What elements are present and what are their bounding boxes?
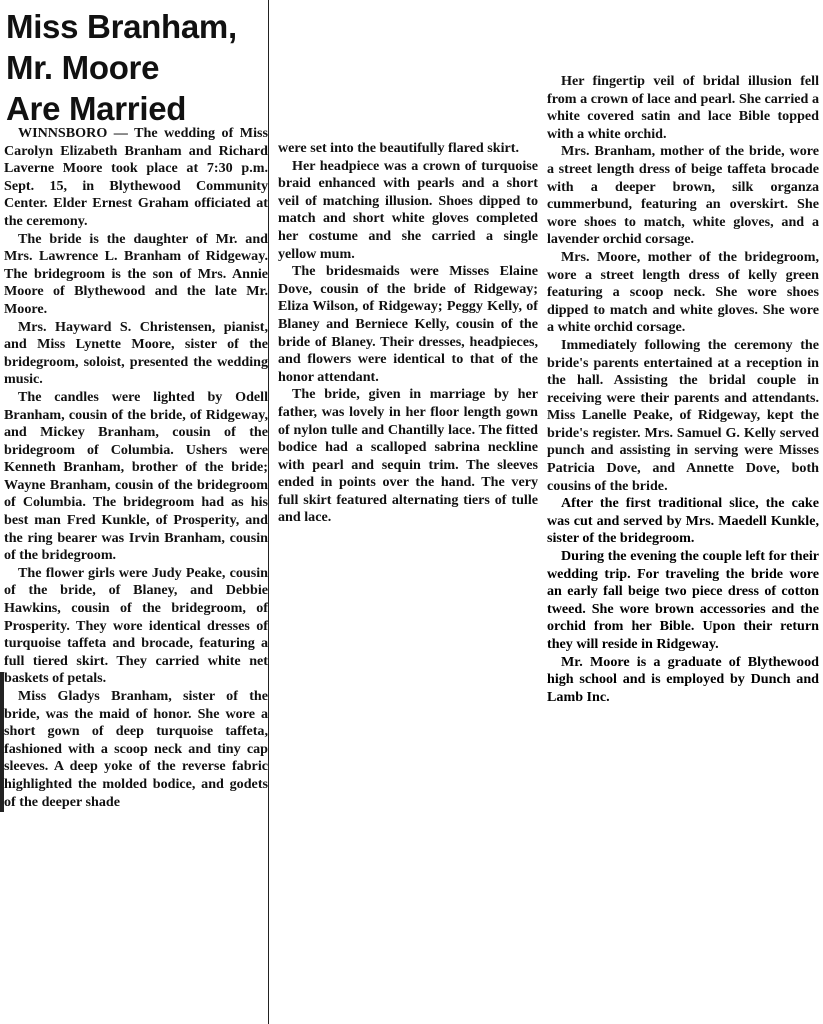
- article-column-1: [4, 125, 268, 811]
- paragraph: Her fingertip veil of bridal illusion fell from a crown of lace and pearl. She carried a white covered satin and lace Bible topped with a white orchid.: [547, 73, 819, 142]
- headline-line-1: Miss Branham,: [6, 8, 237, 45]
- paragraph: Mrs. Hayward S. Christensen, pianist, and Miss Lynette Moore, sister of the bridegroom, soloist, presented the wedding music.: [4, 318, 268, 388]
- paragraph: Mr. Moore is a graduate of Blythewood high school and is employed by Dunch and Lamb Inc.: [547, 653, 819, 705]
- column-rule: [268, 0, 269, 1024]
- paragraph: After the first traditional slice, the cake was cut and served by Mrs. Maedell Kunkle, sister of the bridegroom.: [547, 495, 819, 547]
- headline-line-3: Are Married: [6, 90, 187, 127]
- paragraph: The candles were lighted by Odell Branham, cousin of the bride, of Ridgeway, and Mickey Branham, cousin of the bridegroom of Columbia. Ushers were Kenneth Branham, brother of the bride; Wayne Branham, cousin of the bridegroom of Columbia. The bridegroom had as his best man Fred Kunkle, of Prosperity, and the ring bearer was Irvin Branham, cousin of the bridegroom.: [4, 388, 268, 564]
- headline-line-2: Mr. Moore: [6, 49, 160, 86]
- paragraph: Her headpiece was a crown of turquoise braid enhanced with pearls and a short veil of matching illusion. Shoes dipped to match and short white gloves completed her costume and she carried a single yellow mum.: [278, 157, 538, 262]
- paragraph: The bridesmaids were Misses Elaine Dove, cousin of the bride of Ridgeway; Eliza Wilson, of Ridgeway; Peggy Kelly, of Blaney and Berniece Kelly, cousin of the bride of Blaney. Their dresses, headpieces, and flowers were identical to that of the honor attendant.: [278, 263, 538, 385]
- paragraph: Immediately following the ceremony the bride's parents entertained at a reception in the hall. Assisting the bridal couple in receiving were their parents and attendants. Miss Lanelle Peake, of Ridgeway, kept the bride's register. Mrs. Samuel G. Kelly served punch and assisting in serving were Misses Patricia Dove, and Annette Dove, both cousins of the bride.: [547, 336, 819, 494]
- paragraph: The bride is the daughter of Mr. and Mrs. Lawrence L. Branham of Ridgeway. The bridegroom is the son of Mrs. Annie Moore of Blythewood and the late Mr. Moore.: [4, 230, 268, 317]
- paragraph: Mrs. Branham, mother of the bride, wore a street length dress of beige taffeta brocade with a deeper brown, silk organza cummerbund, featuring an overskirt. She wore shoes to match, white gloves, and a lavender orchid corsage.: [547, 143, 819, 248]
- paragraph: The flower girls were Judy Peake, cousin of the bride, of Blaney, and Debbie Hawkins, cousin of the bridegroom, of Prosperity. They wore identical dresses of turquoise taffeta and brocade, featuring a full tiered skirt. They carried white net baskets of petals.: [4, 564, 268, 687]
- headline: [6, 6, 256, 129]
- article-column-3: [547, 73, 819, 706]
- paragraph: were set into the beautifully flared skirt.: [278, 140, 520, 156]
- paragraph: The bride, given in marriage by her father, was lovely in her floor length gown of nylon tulle and Chantilly lace. The fitted bodice had a scalloped sabrina neckline with pearl and sequin trim. The sleeves ended in points over the hand. The very full skirt featured alternating tiers of tulle and lace.: [278, 386, 538, 526]
- paragraph: Miss Gladys Branham, sister of the bride, was the maid of honor. She wore a short gown of deep turquoise taffeta, fashioned with a scoop neck and tiny cap sleeves. A deep yoke of the reverse fabric highlighted the molded bodice, and godets of the deeper shade: [4, 688, 268, 810]
- article-column-2: [278, 140, 538, 527]
- paragraph: WINNSBORO — The wedding of Miss Carolyn Elizabeth Branham and Richard Laverne Moore took place at 7:30 p.m. Sept. 15, in Blythewood Community Center. Elder Ernest Graham officiated at the ceremony.: [4, 125, 268, 229]
- paragraph: Mrs. Moore, mother of the bridegroom, wore a street length dress of kelly green featuring a scoop neck. She wore shoes dipped to match and white gloves. She wore a white orchid corsage.: [547, 248, 819, 336]
- paragraph: During the evening the couple left for their wedding trip. For traveling the bride wore an early fall beige two piece dress of cotton tweed. She wore brown accessories and the orchid from her Bible. Upon their return they will reside in Ridgeway.: [547, 548, 819, 652]
